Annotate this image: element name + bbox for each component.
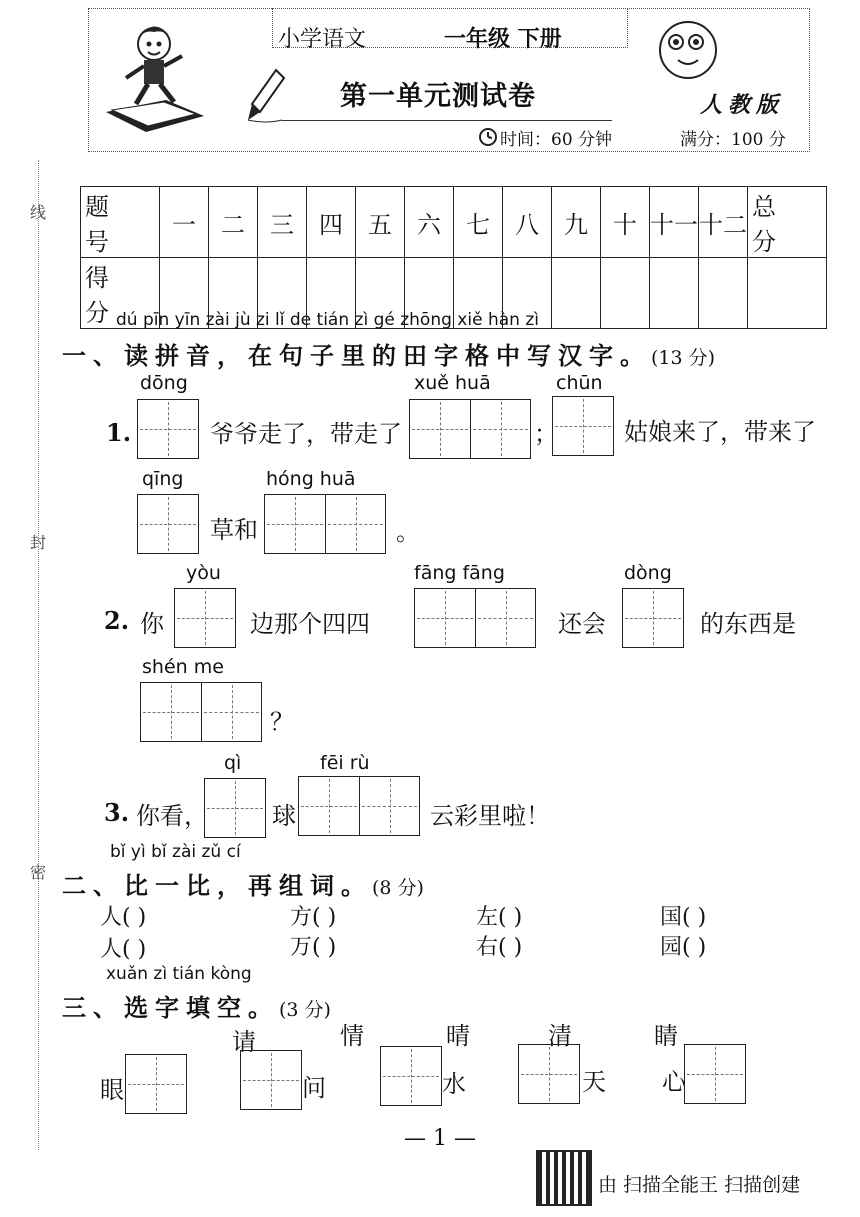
score-cell[interactable] bbox=[601, 258, 650, 329]
option-char: 睛 bbox=[654, 1022, 678, 1050]
q1-points: (13 分) bbox=[651, 347, 716, 369]
item-char: 水 bbox=[442, 1070, 466, 1098]
table-cell: 九 bbox=[552, 187, 601, 258]
pinyin-dong: dōng bbox=[140, 372, 188, 394]
q1-heading: 一、读拼音，在句子里的田字格中写汉字。 bbox=[62, 341, 651, 370]
pinyin-qi: qì bbox=[224, 752, 242, 774]
table-cell: 二 bbox=[209, 187, 258, 258]
table-row bbox=[81, 187, 827, 258]
pinyin-dong-2: dòng bbox=[624, 562, 672, 584]
answer-grid[interactable] bbox=[204, 778, 266, 838]
pencil-icon bbox=[246, 66, 286, 126]
q3-heading: 三、选字填空。 bbox=[62, 993, 279, 1022]
answer-grid[interactable] bbox=[552, 396, 614, 456]
q3-heading-row bbox=[62, 988, 331, 1023]
answer-grid[interactable] bbox=[137, 399, 199, 459]
table-cell: 十二 bbox=[699, 187, 748, 258]
title-underline bbox=[282, 120, 612, 121]
word-blank[interactable]: 国( ) bbox=[660, 905, 707, 930]
answer-grid[interactable] bbox=[264, 494, 386, 554]
answer-grid[interactable] bbox=[622, 588, 684, 648]
sentence-text: 还会 bbox=[558, 610, 606, 638]
sentence-text: 姑娘来了，带来了 bbox=[624, 418, 816, 446]
binding-mark-3: 密 bbox=[30, 863, 47, 882]
page-title: 第一单元测试卷 bbox=[340, 81, 536, 112]
sentence-text: 边那个四四 bbox=[250, 610, 370, 638]
pinyin-chun: chūn bbox=[556, 372, 603, 394]
q2-heading: 二、比一比，再组词。 bbox=[62, 871, 372, 900]
q1-heading-row bbox=[62, 336, 715, 371]
option-char: 清 bbox=[548, 1022, 572, 1050]
total-label: 总 分 bbox=[748, 187, 827, 258]
pinyin-xuehua: xuě huā bbox=[414, 372, 491, 394]
sentence-text: 草和 bbox=[210, 516, 258, 544]
table-cell: 一 bbox=[160, 187, 209, 258]
score-cell[interactable] bbox=[552, 258, 601, 329]
sentence-end: ？ bbox=[270, 708, 294, 736]
answer-grid[interactable] bbox=[518, 1044, 580, 1104]
sentence-text: 爷爷走了，带走了 bbox=[210, 420, 402, 448]
answer-grid[interactable] bbox=[240, 1050, 302, 1110]
sentence-2-number: 2. bbox=[104, 606, 130, 635]
score-cell[interactable] bbox=[650, 258, 699, 329]
edition-label: 人教版 bbox=[700, 92, 785, 118]
pinyin-feiru: fēi rù bbox=[320, 752, 370, 774]
word-blank[interactable]: 方( ) bbox=[290, 905, 337, 930]
q3-points: (3 分) bbox=[279, 999, 331, 1021]
q2-pinyin: bǐ yì bǐ zài zǔ cí bbox=[110, 842, 241, 862]
q1-pinyin: dú pīn yīn zài jù zi lǐ de tián zì gé zhōng xiě hàn zì bbox=[116, 310, 539, 330]
pinyin-qing: qīng bbox=[142, 468, 184, 490]
sentence-text: 你看， bbox=[136, 802, 208, 830]
q2-points: (8 分) bbox=[372, 877, 424, 899]
q3-pinyin: xuǎn zì tián kòng bbox=[106, 964, 252, 984]
table-cell: 四 bbox=[307, 187, 356, 258]
subject-label: 小学语文 bbox=[278, 27, 367, 52]
clock-icon bbox=[478, 127, 498, 147]
table-cell: 十 bbox=[601, 187, 650, 258]
word-blank[interactable]: 人( ) bbox=[100, 905, 147, 930]
sentence-text: 你 bbox=[140, 610, 164, 638]
grade-label: 一年级 下册 bbox=[444, 26, 562, 52]
answer-grid[interactable] bbox=[140, 682, 262, 742]
sentence-end: 。 bbox=[396, 518, 420, 546]
full-score: 满分：100 分 bbox=[680, 130, 786, 150]
scanner-watermark: 由 扫描全能王 扫描创建 bbox=[598, 1174, 801, 1196]
answer-grid[interactable] bbox=[125, 1054, 187, 1114]
answer-grid[interactable] bbox=[409, 399, 531, 459]
word-blank[interactable]: 园( ) bbox=[660, 935, 707, 960]
answer-grid[interactable] bbox=[684, 1044, 746, 1104]
table-cell: 三 bbox=[258, 187, 307, 258]
score-table bbox=[80, 186, 827, 329]
sentence-text: 云彩里啦！ bbox=[430, 802, 550, 830]
pinyin-fangfang: fāng fāng bbox=[414, 562, 505, 584]
word-blank[interactable]: 人( ) bbox=[100, 937, 147, 962]
word-blank[interactable]: 万( ) bbox=[290, 935, 337, 960]
qr-code-icon bbox=[536, 1150, 592, 1206]
question-number-label: 题 号 bbox=[81, 187, 160, 258]
page-number: — 1 — bbox=[404, 1126, 476, 1151]
pinyin-honghua: hóng huā bbox=[266, 468, 356, 490]
table-cell: 五 bbox=[356, 187, 405, 258]
answer-grid[interactable] bbox=[414, 588, 536, 648]
smiley-icon bbox=[648, 16, 728, 86]
score-cell[interactable] bbox=[699, 258, 748, 329]
answer-grid[interactable] bbox=[298, 776, 420, 836]
sentence-text: 的东西是 bbox=[700, 610, 796, 638]
sentence-text: 球 bbox=[272, 802, 296, 830]
sentence-3-number: 3. bbox=[104, 798, 130, 827]
score-row-label: 得 分 bbox=[81, 258, 160, 329]
item-char: 天 bbox=[582, 1068, 606, 1096]
table-cell: 七 bbox=[454, 187, 503, 258]
word-blank[interactable]: 左( ) bbox=[476, 905, 523, 930]
table-cell: 十一 bbox=[650, 187, 699, 258]
option-char: 晴 bbox=[446, 1022, 470, 1050]
binding-mark-2: 封 bbox=[30, 533, 47, 552]
item-char: 眼 bbox=[100, 1076, 124, 1104]
table-cell: 六 bbox=[405, 187, 454, 258]
boy-mascot-icon bbox=[96, 12, 216, 142]
pinyin-shenme: shén me bbox=[142, 656, 224, 678]
answer-grid[interactable] bbox=[137, 494, 199, 554]
word-blank[interactable]: 右( ) bbox=[476, 935, 523, 960]
table-cell: 八 bbox=[503, 187, 552, 258]
semicolon: ； bbox=[534, 420, 558, 448]
q2-heading-row bbox=[62, 866, 424, 901]
answer-grid[interactable] bbox=[174, 588, 236, 648]
time-limit: 时间：60 分钟 bbox=[500, 130, 613, 150]
option-char: 情 bbox=[340, 1022, 364, 1050]
pinyin-you: yòu bbox=[186, 562, 221, 584]
binding-mark-1: 线 bbox=[30, 203, 47, 222]
option-char: 请 bbox=[232, 1028, 256, 1056]
sentence-1-number: 1. bbox=[106, 418, 132, 447]
item-char: 问 bbox=[302, 1074, 326, 1102]
total-score-cell[interactable] bbox=[748, 258, 827, 329]
binding-line bbox=[38, 160, 39, 1150]
item-char: 心 bbox=[662, 1068, 686, 1096]
answer-grid[interactable] bbox=[380, 1046, 442, 1106]
